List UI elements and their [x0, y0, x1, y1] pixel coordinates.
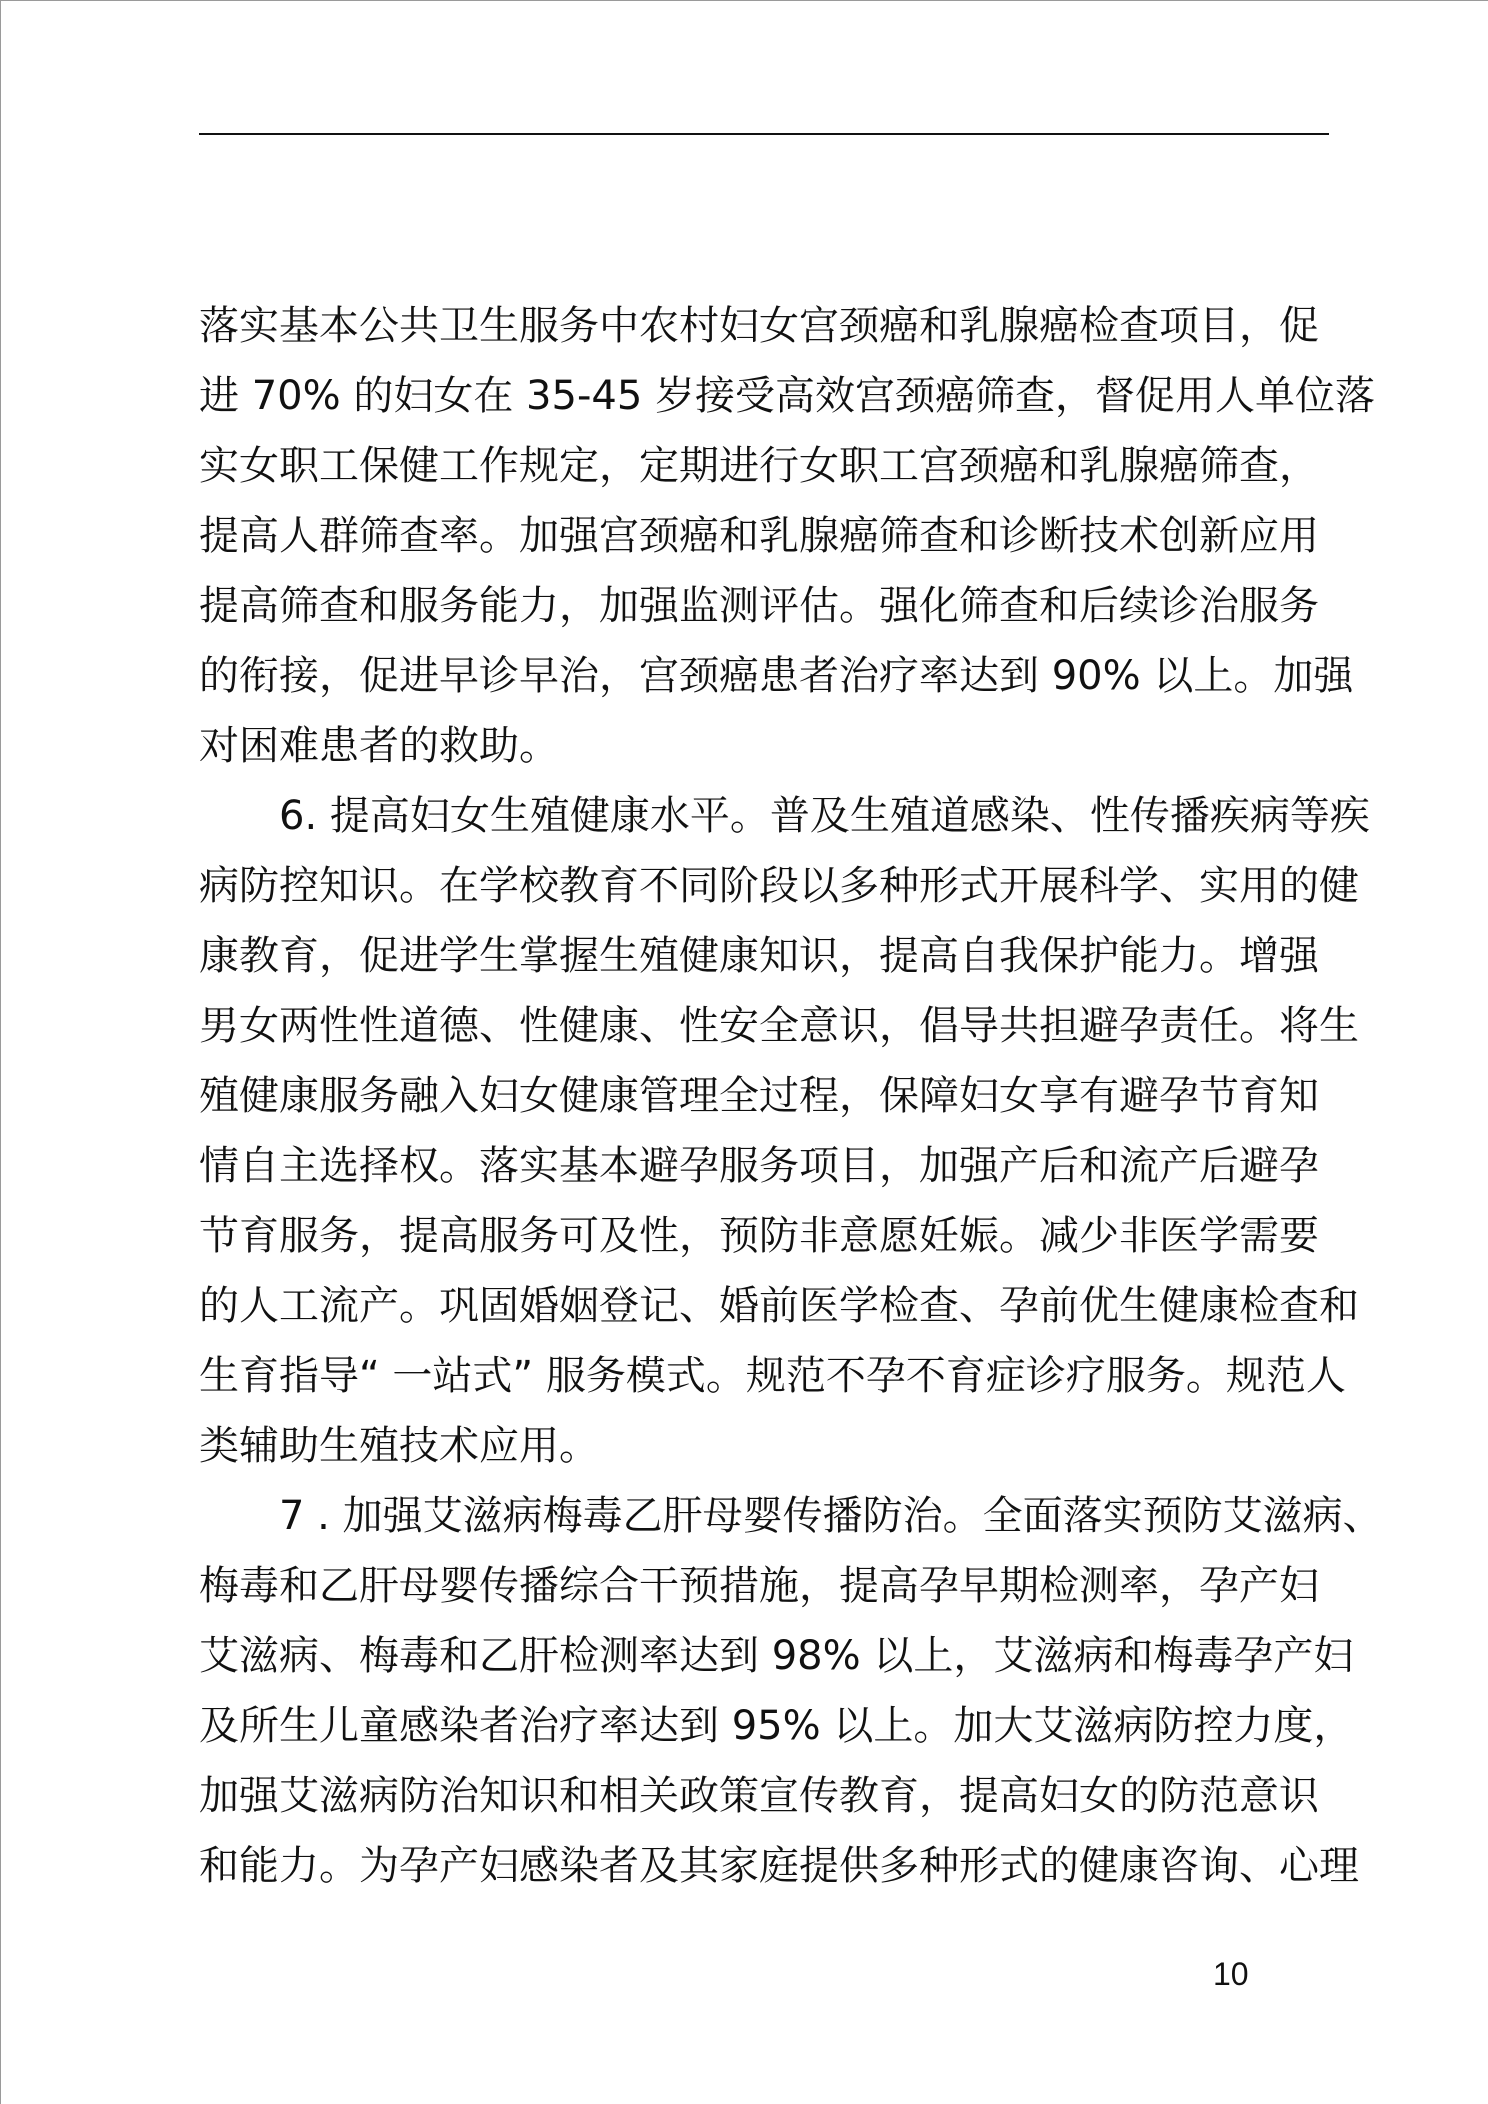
- text-line: 进 70% 的妇女在 35-45 岁接受高效宫颈癌筛查，督促用人单位落: [199, 373, 1375, 419]
- text-line: 的人工流产。巩固婚姻登记、婚前医学检查、孕前优生健康检查和: [199, 1283, 1359, 1329]
- text-line: 的衔接，促进早诊早治，宫颈癌患者治疗率达到 90% 以上。加强: [199, 653, 1354, 699]
- text-line: 康教育，促进学生掌握生殖健康知识，提高自我保护能力。增强: [199, 933, 1319, 979]
- text-line: 落实基本公共卫生服务中农村妇女宫颈癌和乳腺癌检查项目，促: [199, 303, 1319, 349]
- text-line: 及所生儿童感染者治疗率达到 95% 以上。加大艾滋病防控力度，: [199, 1703, 1354, 1749]
- text-line: 实女职工保健工作规定，定期进行女职工宫颈癌和乳腺癌筛查，: [199, 443, 1319, 489]
- text-line: 情自主选择权。落实基本避孕服务项目，加强产后和流产后避孕: [199, 1143, 1319, 1189]
- body-text: [199, 291, 1383, 1901]
- paragraph-6-first-line: 6. 提高妇女生殖健康水平。普及生殖道感染、性传播疾病等疾: [279, 793, 1370, 839]
- page-number: 10: [1213, 1956, 1249, 1992]
- text-line: 提高人群筛查率。加强宫颈癌和乳腺癌筛查和诊断技术创新应用: [199, 513, 1319, 559]
- text-line: 类辅助生殖技术应用。: [199, 1423, 599, 1469]
- text-line: 梅毒和乙肝母婴传播综合干预措施，提高孕早期检测率，孕产妇: [199, 1563, 1319, 1609]
- text-line: 对困难患者的救助。: [199, 723, 559, 769]
- text-line: 节育服务，提高服务可及性，预防非意愿妊娠。减少非医学需要: [199, 1213, 1319, 1259]
- header-rule: [199, 133, 1329, 135]
- paragraph-7-first-line: 7 . 加强艾滋病梅毒乙肝母婴传播防治。全面落实预防艾滋病、: [279, 1493, 1383, 1539]
- text-line: 艾滋病、梅毒和乙肝检测率达到 98% 以上，艾滋病和梅毒孕产妇: [199, 1633, 1354, 1679]
- text-line: 病防控知识。在学校教育不同阶段以多种形式开展科学、实用的健: [199, 863, 1359, 909]
- text-line: 男女两性性道德、性健康、性安全意识，倡导共担避孕责任。将生: [199, 1003, 1359, 1049]
- text-line: 殖健康服务融入妇女健康管理全过程，保障妇女享有避孕节育知: [199, 1073, 1319, 1119]
- text-line: 提高筛查和服务能力，加强监测评估。强化筛查和后续诊治服务: [199, 583, 1319, 629]
- text-line: 加强艾滋病防治知识和相关政策宣传教育，提高妇女的防范意识: [199, 1773, 1319, 1819]
- text-line: 和能力。为孕产妇感染者及其家庭提供多种形式的健康咨询、心理: [199, 1843, 1359, 1889]
- text-line: 生育指导“ 一站式” 服务模式。规范不孕不育症诊疗服务。规范人: [199, 1353, 1346, 1399]
